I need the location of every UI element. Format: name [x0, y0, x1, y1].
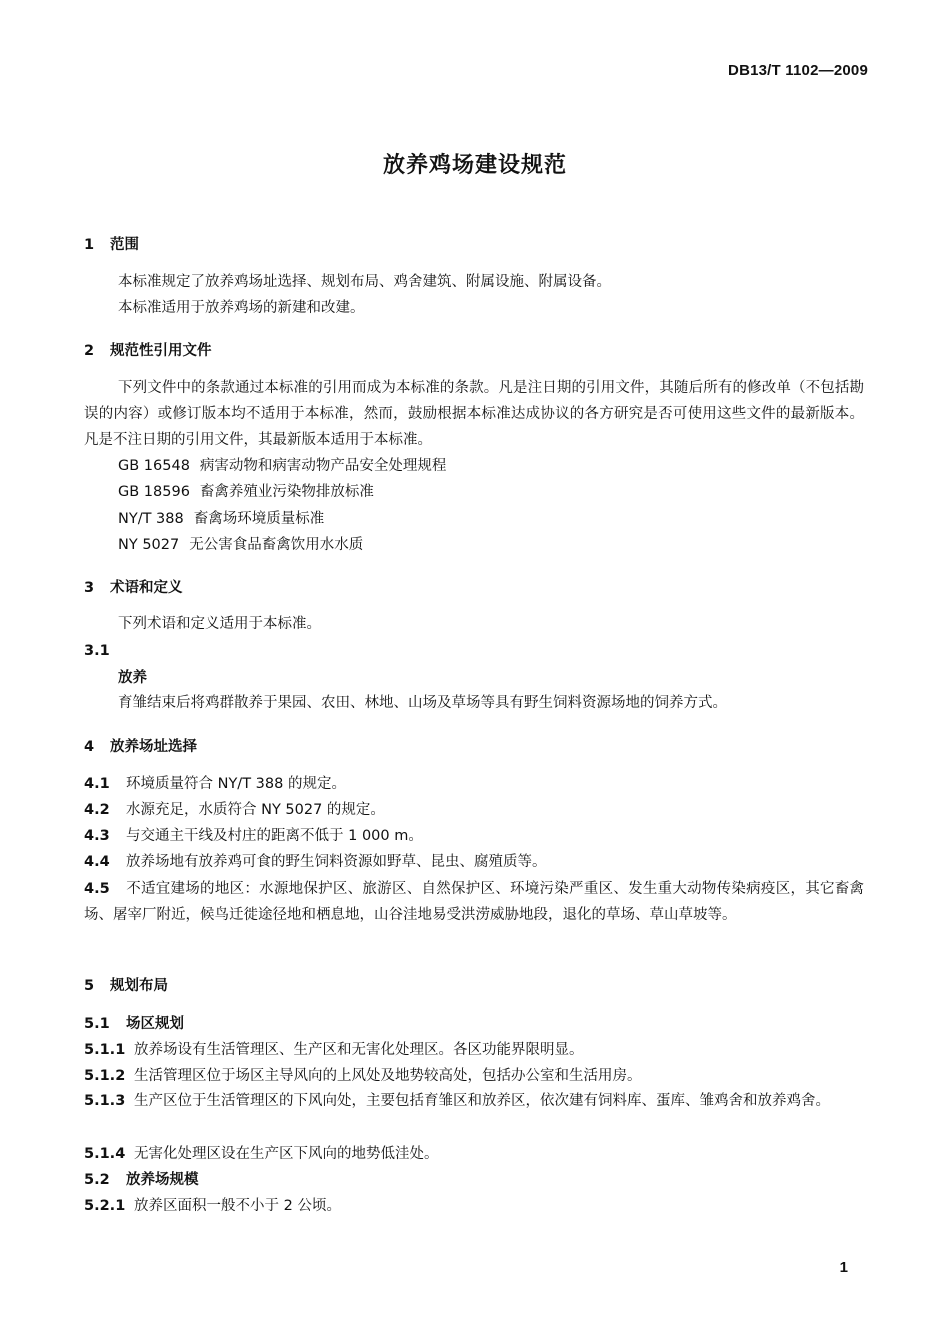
section-heading-4	[84, 735, 197, 756]
reference-item	[118, 482, 374, 502]
reference-name: 畜禽场环境质量标准	[193, 511, 325, 527]
paragraph: 本标准规定了放养鸡场址选择、规划布局、鸡舍建筑、附属设施、附属设备。	[118, 274, 611, 290]
reference-code: NY/T 388	[118, 511, 184, 527]
page-number: 1	[839, 1259, 848, 1276]
clause-text: 生产区位于生活管理区的下风向处，主要包括育雏区和放养区，依次建有饲料库、蛋库、雏鸡舍和放养鸡舍。	[134, 1093, 830, 1109]
clause-item	[84, 1196, 341, 1216]
section-number: 3	[84, 580, 95, 596]
clause-item	[84, 852, 547, 872]
paragraph: 下列术语和定义适用于本标准。	[118, 616, 321, 632]
clause-number: 4.4	[84, 854, 110, 870]
page-title: 放养鸡场建设规范	[382, 153, 567, 178]
section-number: 5	[84, 978, 95, 994]
term-definition: 育雏结束后将鸡群散养于果园、农田、林地、山场及草场等具有野生饲料资源场地的饲养方式。	[118, 695, 727, 711]
clause-number: 5.1.4	[84, 1146, 126, 1162]
paragraph: 下列文件中的条款通过本标准的引用而成为本标准的条款。凡是注日期的引用文件，其随后所有的修改单（不包括勘误的内容）或修订版本均不适用于本标准，然而，鼓励根据本标准达成协议的各方研究是否可使用这些文件的最新版本。凡是不注日期的引用文件，其最新版本适用于本标准。	[84, 380, 864, 448]
clause-text: 放养场地有放养鸡可食的野生饲料资源如野草、昆虫、腐殖质等。	[126, 854, 547, 870]
section-title: 放养场址选择	[110, 739, 197, 755]
section-title: 规划布局	[110, 978, 168, 994]
section-heading-5	[84, 974, 168, 995]
clause-text: 不适宜建场的地区：水源地保护区、旅游区、自然保护区、环境污染严重区、发生重大动物传染病疫区，其它畜禽场、屠宰厂附近，候鸟迁徙途径地和栖息地，山谷洼地易受洪涝威胁地段，退化的草场、草山草坡等。	[84, 881, 864, 923]
section-title: 范围	[110, 237, 139, 253]
clause-item	[84, 1088, 864, 1114]
clause-text: 放养场设有生活管理区、生产区和无害化处理区。各区功能界限明显。	[134, 1042, 584, 1058]
subsection-title: 场区规划	[126, 1016, 184, 1032]
section-number: 2	[84, 343, 95, 359]
reference-code: GB 16548	[118, 458, 190, 474]
subsection-title: 放养场规模	[126, 1172, 199, 1188]
reference-name: 病害动物和病害动物产品安全处理规程	[199, 458, 447, 474]
reference-code: NY 5027	[118, 537, 180, 553]
section-title: 规范性引用文件	[110, 343, 212, 359]
subsection-number: 5.1	[84, 1016, 110, 1032]
clause-text: 放养区面积一般不小于 2 公顷。	[134, 1198, 341, 1214]
document-code: DB13/T 1102—2009	[728, 62, 868, 79]
section-heading-3	[84, 576, 183, 597]
clause-text: 生活管理区位于场区主导风向的上风处及地势较高处，包括办公室和生活用房。	[134, 1068, 642, 1084]
reference-code: GB 18596	[118, 484, 190, 500]
subsection-heading	[84, 1014, 184, 1034]
paragraph: 本标准适用于放养鸡场的新建和改建。	[118, 300, 365, 316]
reference-name: 畜禽养殖业污染物排放标准	[199, 484, 374, 500]
clause-number: 4.3	[84, 828, 110, 844]
section-heading-1	[84, 233, 139, 254]
clause-text: 无害化处理区设在生产区下风向的地势低洼处。	[134, 1146, 439, 1162]
reference-item	[118, 535, 363, 555]
clause-number: 5.2.1	[84, 1198, 126, 1214]
term-name: 放养	[118, 670, 147, 686]
clause-number: 5.1.2	[84, 1068, 126, 1084]
clause-number: 5.1.3	[84, 1093, 126, 1109]
reference-name: 无公害食品畜禽饮用水水质	[189, 537, 364, 553]
subsection-heading	[84, 1170, 199, 1190]
clause-item	[84, 1144, 439, 1164]
section-number: 4	[84, 739, 95, 755]
clause-text: 与交通主干线及村庄的距离不低于 1 000 m。	[126, 828, 423, 844]
clause-item	[84, 800, 385, 820]
section-title: 术语和定义	[110, 580, 183, 596]
clause-item	[84, 876, 864, 928]
subsection-number: 5.2	[84, 1172, 110, 1188]
clause-number: 4.5	[84, 881, 110, 897]
clause-item	[84, 1066, 642, 1086]
clause-item	[84, 1040, 584, 1060]
term-number: 3.1	[84, 643, 110, 659]
section-heading-2	[84, 339, 212, 360]
clause-item	[84, 826, 423, 846]
clause-number: 4.2	[84, 802, 110, 818]
reference-item	[118, 509, 324, 529]
section-number: 1	[84, 237, 95, 253]
clause-number: 4.1	[84, 776, 110, 792]
clause-text: 水源充足，水质符合 NY 5027 的规定。	[126, 802, 385, 818]
clause-item	[84, 774, 346, 794]
clause-number: 5.1.1	[84, 1042, 126, 1058]
clause-text: 环境质量符合 NY/T 388 的规定。	[126, 776, 346, 792]
reference-item	[118, 456, 446, 476]
